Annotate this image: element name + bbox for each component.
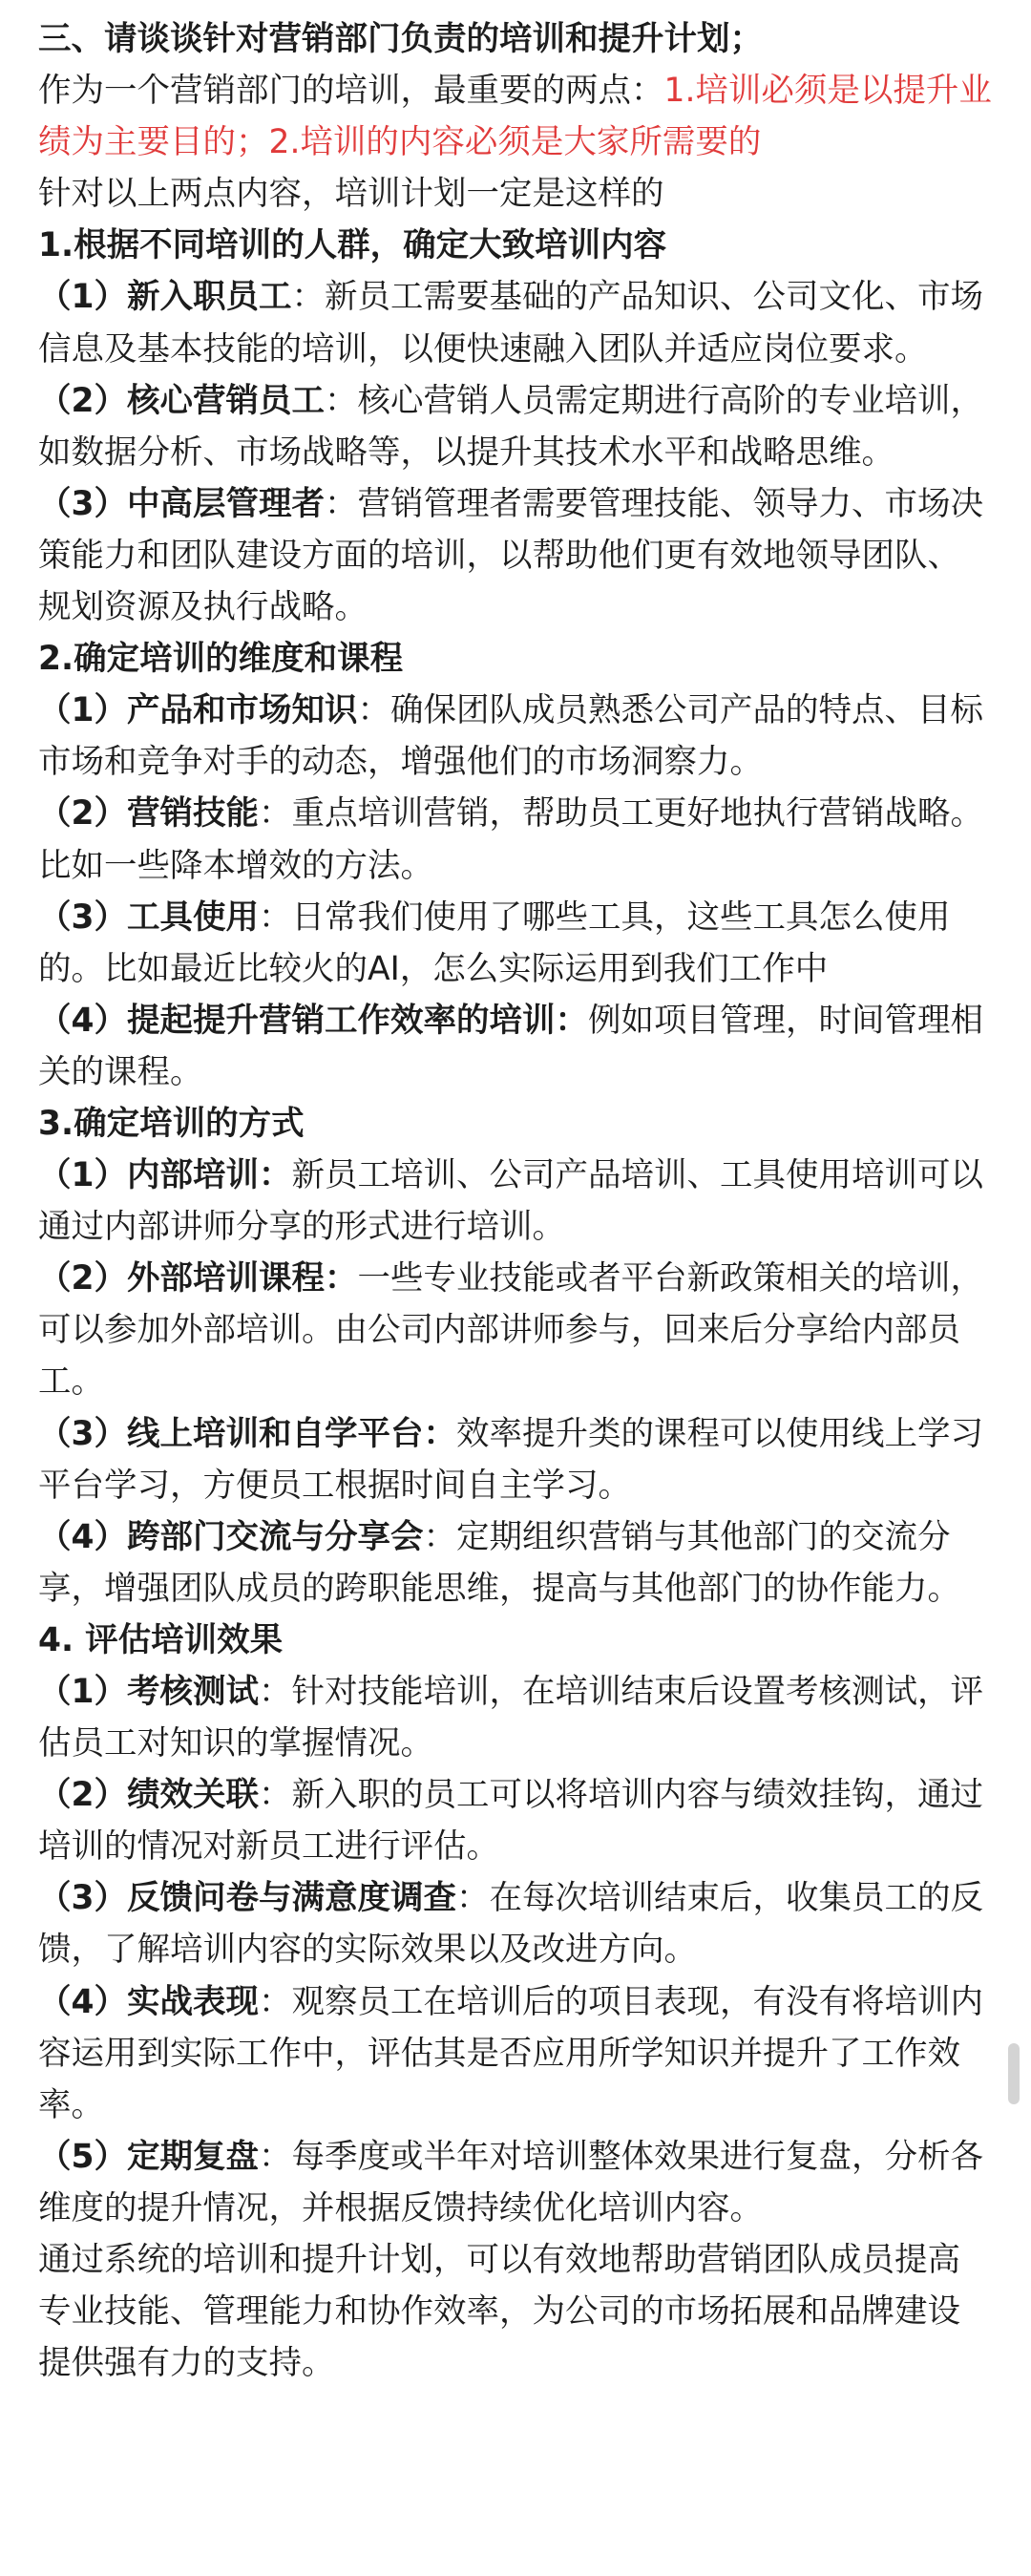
list-item — [38, 1253, 993, 1407]
intro-paragraph — [38, 65, 993, 168]
item-sep: ： — [291, 278, 326, 317]
item-label: （1）新入职员工 — [38, 278, 292, 317]
intro-lead: 作为一个营销部门的培训，最重要的两点： — [38, 72, 664, 111]
list-item — [38, 892, 993, 995]
item-text: 新入职的员工可以将培训内容与绩效挂钩，通过培训的情况对新员工进行评估。 — [38, 1776, 984, 1867]
item-label: （3）中高层管理者 — [38, 484, 326, 523]
item-sep: ： — [555, 1001, 589, 1040]
item-sep: ： — [259, 1673, 292, 1711]
list-item — [38, 1150, 993, 1253]
item-sep: ： — [357, 691, 391, 730]
intro-after: 针对以上两点内容，培训计划一定是这样的 — [38, 175, 664, 214]
list-item — [38, 1511, 993, 1615]
item-text: 每季度或半年对培训整体效果进行复盘，分析各维度的提升情况，并根据反馈持续优化培训内容。 — [38, 2137, 984, 2228]
list-item — [38, 1408, 993, 1511]
section-heading: 2.确定培训的维度和课程 — [38, 640, 404, 679]
item-sep: ： — [325, 484, 358, 523]
list-item — [38, 995, 993, 1098]
item-text: 针对技能培训，在培训结束后设置考核测试，评估员工对知识的掌握情况。 — [38, 1673, 984, 1763]
item-label: （2）核心营销员工 — [38, 381, 326, 420]
item-text: 定期组织营销与其他部门的交流分享，增强团队成员的跨职能思维，提高与其他部门的协作能力。 — [38, 1517, 960, 1608]
item-label: （4）提起提升营销工作效率的培训 — [38, 1001, 556, 1040]
item-label: （1）产品和市场知识 — [38, 691, 358, 730]
intro-key-points: 1.培训必须是以提升业绩为主要目的；2.培训的内容必须是大家所需要的 — [38, 72, 992, 162]
list-item — [38, 1666, 993, 1769]
item-sep: ： — [423, 1517, 457, 1556]
item-label: （3）工具使用 — [38, 897, 260, 937]
item-label: （4）实战表现 — [38, 1982, 260, 2021]
item-text: 一些专业技能或者平台新政策相关的培训，可以参加外部培训。由公司内部讲师参与，回来后分享给内部员工。 — [38, 1259, 984, 1402]
item-sep: ： — [259, 1776, 292, 1815]
item-sep: ： — [259, 794, 292, 834]
item-sep: ： — [456, 1879, 490, 1918]
item-text: 重点培训营销，帮助员工更好地执行营销战略。比如一些降本增效的方法。 — [38, 794, 984, 885]
item-sep: ： — [325, 381, 358, 420]
list-item — [38, 1769, 993, 1872]
item-sep: ： — [259, 1982, 292, 2021]
section-heading: 1.根据不同培训的人群，确定大致培训内容 — [38, 226, 667, 265]
conclusion-paragraph: 通过系统的培训和提升计划，可以有效地帮助营销团队成员提高专业技能、管理能力和协作效率，为公司的市场拓展和品牌建设提供强有力的支持。 — [38, 2241, 960, 2383]
item-label: （1）考核测试 — [38, 1673, 260, 1711]
item-text: 例如项目管理，时间管理相关的课程。 — [38, 1001, 984, 1091]
item-label: （1）内部培训： — [38, 1156, 292, 1195]
item-label: （2）外部培训课程： — [38, 1259, 358, 1299]
item-text: 营销管理者需要管理技能、领导力、市场决策能力和团队建设方面的培训，以帮助他们更有效地领导团队、规划资源及执行战略。 — [38, 484, 984, 627]
document-title: 三、请谈谈针对营销部门负责的培训和提升计划； — [38, 20, 763, 58]
item-text: 观察员工在培训后的项目表现，有没有将培训内容运用到实际工作中，评估其是否应用所学知识并提升了工作效率。 — [38, 1982, 984, 2124]
item-label: （5）定期复盘 — [38, 2137, 260, 2176]
item-text: 新员工需要基础的产品知识、公司文化、市场信息及基本技能的培训，以便快速融入团队并适应岗位要求。 — [38, 278, 984, 369]
list-item — [38, 478, 993, 633]
list-item — [38, 2131, 993, 2234]
item-text: 新员工培训、公司产品培训、工具使用培训可以通过内部讲师分享的形式进行培训。 — [38, 1156, 984, 1247]
list-item — [38, 1872, 993, 1975]
item-label: （4）跨部门交流与分享会 — [38, 1517, 424, 1556]
section-heading: 4. 评估培训效果 — [38, 1620, 284, 1659]
section-heading: 3.确定培训的方式 — [38, 1104, 305, 1143]
item-text: 日常我们使用了哪些工具，这些工具怎么使用的。比如最近比较火的AI，怎么实际运用到我们工作中 — [38, 897, 951, 988]
item-sep: ： — [259, 897, 292, 937]
item-text: 确保团队成员熟悉公司产品的特点、目标市场和竞争对手的动态，增强他们的市场洞察力。 — [38, 691, 984, 782]
scrollbar-thumb[interactable] — [1008, 2043, 1020, 2104]
list-item — [38, 375, 993, 478]
item-label: （2）绩效关联 — [38, 1776, 260, 1815]
document — [38, 13, 993, 2389]
item-sep: ： — [259, 2137, 292, 2176]
item-label: （3）反馈问卷与满意度调查 — [38, 1879, 457, 1918]
list-item — [38, 271, 993, 374]
item-text: 效率提升类的课程可以使用线上学习平台学习，方便员工根据时间自主学习。 — [38, 1414, 984, 1505]
list-item — [38, 685, 993, 788]
item-label: （2）营销技能 — [38, 794, 260, 834]
item-text: 在每次培训结束后，收集员工的反馈，了解培训内容的实际效果以及改进方向。 — [38, 1879, 984, 1970]
list-item — [38, 788, 993, 891]
item-text: 核心营销人员需定期进行高阶的专业培训，如数据分析、市场战略等，以提升其技术水平和战略思维。 — [38, 381, 984, 472]
list-item — [38, 1976, 993, 2131]
item-label: （3）线上培训和自学平台： — [38, 1414, 457, 1453]
